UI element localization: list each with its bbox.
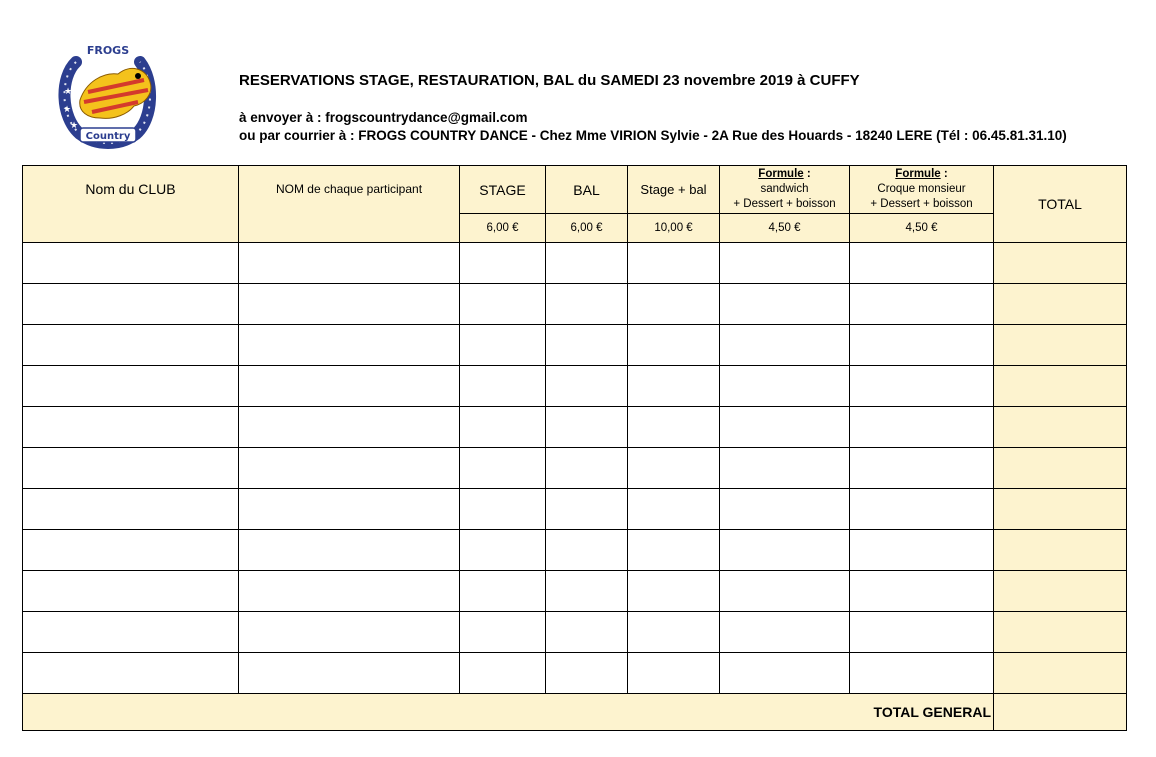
- formule1-line2: + Dessert + boisson: [733, 198, 836, 210]
- cell-total[interactable]: [994, 653, 1127, 694]
- cell-stage-bal[interactable]: [628, 448, 720, 489]
- cell-bal[interactable]: [546, 612, 628, 653]
- cell-club[interactable]: [23, 325, 239, 366]
- svg-text:★: ★: [64, 87, 73, 97]
- formule2-line2: + Dessert + boisson: [870, 198, 973, 210]
- cell-total[interactable]: [994, 407, 1127, 448]
- frogs-country-logo: [58, 42, 158, 150]
- cell-club[interactable]: [23, 571, 239, 612]
- table-row: [23, 612, 1127, 653]
- formule2-colon: :: [940, 168, 948, 180]
- cell-participant[interactable]: [239, 653, 460, 694]
- cell-club[interactable]: [23, 366, 239, 407]
- total-general-value[interactable]: [994, 694, 1127, 731]
- cell-total[interactable]: [994, 530, 1127, 571]
- table-row: [23, 489, 1127, 530]
- cell-formule-sandwich[interactable]: [720, 489, 850, 530]
- logo-bottom-text: Country: [85, 131, 131, 142]
- cell-bal[interactable]: [546, 571, 628, 612]
- cell-bal[interactable]: [546, 653, 628, 694]
- cell-club[interactable]: [23, 612, 239, 653]
- cell-total[interactable]: [994, 612, 1127, 653]
- cell-stage[interactable]: [460, 448, 546, 489]
- header-formule-croque: [850, 166, 994, 214]
- cell-stage-bal[interactable]: [628, 489, 720, 530]
- cell-participant[interactable]: [239, 448, 460, 489]
- cell-participant[interactable]: [239, 366, 460, 407]
- header-bal: BAL: [546, 166, 628, 214]
- cell-participant[interactable]: [239, 325, 460, 366]
- header-stage: STAGE: [460, 166, 546, 214]
- cell-stage-bal[interactable]: [628, 612, 720, 653]
- cell-total[interactable]: [994, 448, 1127, 489]
- cell-stage[interactable]: [460, 612, 546, 653]
- formule2-line1: Croque monsieur: [877, 183, 966, 195]
- email-line: [239, 110, 528, 125]
- header-stage-bal: Stage + bal: [628, 166, 720, 214]
- total-general-row: [23, 694, 1127, 731]
- cell-stage[interactable]: [460, 530, 546, 571]
- cell-club[interactable]: [23, 653, 239, 694]
- formule1-colon: :: [803, 168, 811, 180]
- table-row: [23, 407, 1127, 448]
- cell-formule-sandwich[interactable]: [720, 366, 850, 407]
- cell-participant[interactable]: [239, 489, 460, 530]
- cell-total[interactable]: [994, 489, 1127, 530]
- cell-total[interactable]: [994, 366, 1127, 407]
- table-row: [23, 530, 1127, 571]
- cell-participant[interactable]: [239, 571, 460, 612]
- cell-club[interactable]: [23, 407, 239, 448]
- cell-total[interactable]: [994, 325, 1127, 366]
- cell-stage[interactable]: [460, 407, 546, 448]
- cell-formule-croque[interactable]: [850, 612, 994, 653]
- cell-club[interactable]: [23, 243, 239, 284]
- formule1-title: Formule: [758, 168, 804, 180]
- mail-line: [239, 128, 1067, 143]
- table-row: [23, 571, 1127, 612]
- cell-formule-sandwich[interactable]: [720, 407, 850, 448]
- email-address: frogscountrydance@gmail.com: [325, 110, 528, 125]
- cell-bal[interactable]: [546, 530, 628, 571]
- cell-formule-croque[interactable]: [850, 325, 994, 366]
- cell-club[interactable]: [23, 448, 239, 489]
- cell-bal[interactable]: [546, 407, 628, 448]
- cell-formule-sandwich[interactable]: [720, 653, 850, 694]
- cell-bal[interactable]: [546, 325, 628, 366]
- cell-formule-sandwich[interactable]: [720, 530, 850, 571]
- table-row: [23, 243, 1127, 284]
- table-row: [23, 325, 1127, 366]
- cell-stage[interactable]: [460, 489, 546, 530]
- header-total: TOTAL: [994, 166, 1127, 243]
- cell-bal[interactable]: [546, 448, 628, 489]
- cell-formule-croque[interactable]: [850, 489, 994, 530]
- reservation-table: [22, 165, 1127, 731]
- cell-stage-bal[interactable]: [628, 366, 720, 407]
- cell-formule-croque[interactable]: [850, 530, 994, 571]
- cell-bal[interactable]: [546, 489, 628, 530]
- mail-address: FROGS COUNTRY DANCE - Chez Mme VIRION Sylvie - 2A Rue des Houards - 18240 LERE (Tél : 06.45.81.31.10): [358, 128, 1067, 143]
- cell-formule-sandwich[interactable]: [720, 448, 850, 489]
- price-formule-croque: 4,50 €: [850, 214, 994, 243]
- cell-stage[interactable]: [460, 243, 546, 284]
- cell-bal[interactable]: [546, 243, 628, 284]
- cell-stage-bal[interactable]: [628, 325, 720, 366]
- cell-total[interactable]: [994, 571, 1127, 612]
- mail-label: ou par courrier à :: [239, 128, 359, 143]
- table-row: [23, 366, 1127, 407]
- table-row: [23, 448, 1127, 489]
- cell-stage[interactable]: [460, 653, 546, 694]
- cell-formule-croque[interactable]: [850, 284, 994, 325]
- cell-formule-croque[interactable]: [850, 653, 994, 694]
- cell-stage[interactable]: [460, 284, 546, 325]
- cell-club[interactable]: [23, 284, 239, 325]
- cell-stage[interactable]: [460, 571, 546, 612]
- cell-stage-bal[interactable]: [628, 407, 720, 448]
- svg-text:★: ★: [63, 105, 72, 115]
- cell-formule-sandwich[interactable]: [720, 284, 850, 325]
- cell-formule-croque[interactable]: [850, 366, 994, 407]
- price-stage-bal: 10,00 €: [628, 214, 720, 243]
- formule2-title: Formule: [895, 168, 941, 180]
- cell-formule-croque[interactable]: [850, 448, 994, 489]
- cell-formule-croque[interactable]: [850, 407, 994, 448]
- cell-stage[interactable]: [460, 325, 546, 366]
- cell-formule-sandwich[interactable]: [720, 325, 850, 366]
- cell-club[interactable]: [23, 489, 239, 530]
- cell-formule-sandwich[interactable]: [720, 571, 850, 612]
- header-club: Nom du CLUB: [23, 166, 239, 243]
- header-formule-sandwich: [720, 166, 850, 214]
- cell-stage-bal[interactable]: [628, 530, 720, 571]
- cell-formule-sandwich[interactable]: [720, 612, 850, 653]
- cell-stage-bal[interactable]: [628, 243, 720, 284]
- cell-stage-bal[interactable]: [628, 284, 720, 325]
- cell-stage[interactable]: [460, 366, 546, 407]
- cell-formule-sandwich[interactable]: [720, 243, 850, 284]
- cell-stage-bal[interactable]: [628, 571, 720, 612]
- table-row: [23, 653, 1127, 694]
- svg-text:★: ★: [70, 121, 79, 131]
- cell-total[interactable]: [994, 284, 1127, 325]
- formule1-line1: sandwich: [760, 183, 809, 195]
- frog-horseshoe-icon: [58, 42, 158, 150]
- logo-top-text: FROGS: [86, 44, 130, 57]
- cell-club[interactable]: [23, 530, 239, 571]
- cell-participant[interactable]: [239, 530, 460, 571]
- cell-bal[interactable]: [546, 366, 628, 407]
- cell-formule-croque[interactable]: [850, 571, 994, 612]
- price-bal: 6,00 €: [546, 214, 628, 243]
- cell-participant[interactable]: [239, 407, 460, 448]
- price-formule-sandwich: 4,50 €: [720, 214, 850, 243]
- table-row: [23, 284, 1127, 325]
- email-label: à envoyer à :: [239, 110, 326, 125]
- cell-participant[interactable]: [239, 243, 460, 284]
- header-participant: NOM de chaque participant: [239, 166, 460, 243]
- cell-total[interactable]: [994, 243, 1127, 284]
- cell-formule-croque[interactable]: [850, 243, 994, 284]
- price-stage: 6,00 €: [460, 214, 546, 243]
- page-title: RESERVATIONS STAGE, RESTAURATION, BAL du SAMEDI 23 novembre 2019 à CUFFY: [239, 72, 860, 89]
- cell-bal[interactable]: [546, 284, 628, 325]
- cell-participant[interactable]: [239, 284, 460, 325]
- cell-participant[interactable]: [239, 612, 460, 653]
- cell-stage-bal[interactable]: [628, 653, 720, 694]
- total-general-label: TOTAL GENERAL: [23, 694, 994, 731]
